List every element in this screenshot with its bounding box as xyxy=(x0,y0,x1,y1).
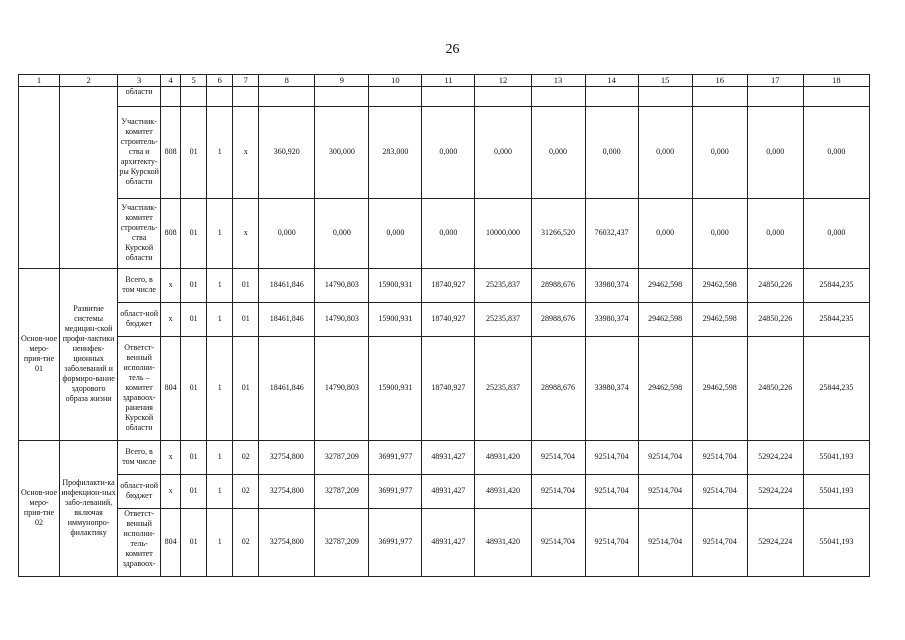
value-cell: 18740,927 xyxy=(422,302,475,336)
code-cell: 1 xyxy=(207,508,233,576)
code-cell: 1 xyxy=(207,302,233,336)
value-cell: 32754,800 xyxy=(259,508,315,576)
value-cell: 33980,374 xyxy=(585,336,638,440)
code-cell: 804 xyxy=(161,336,181,440)
value-cell: 0,000 xyxy=(315,198,369,268)
value-cell: 24850,226 xyxy=(747,336,803,440)
value-cell: 32787,209 xyxy=(315,474,369,508)
code-cell: 01 xyxy=(233,302,259,336)
value-cell: 25844,235 xyxy=(803,268,869,302)
value-cell: 25844,235 xyxy=(803,302,869,336)
code-cell: 808 xyxy=(161,106,181,198)
column-header-8: 8 xyxy=(259,75,315,87)
code-cell: 01 xyxy=(181,106,207,198)
value-cell xyxy=(803,86,869,106)
value-cell: 48931,427 xyxy=(422,474,475,508)
column-header-5: 5 xyxy=(181,75,207,87)
code-cell: 01 xyxy=(181,508,207,576)
value-cell: 29462,598 xyxy=(692,268,747,302)
value-cell: 92514,704 xyxy=(585,474,638,508)
value-cell: 29462,598 xyxy=(692,302,747,336)
code-cell xyxy=(233,86,259,106)
participant-cell: Всего, в том числе xyxy=(118,440,161,474)
value-cell: 25235,837 xyxy=(475,302,531,336)
code-cell: 1 xyxy=(207,474,233,508)
value-cell: 52924,224 xyxy=(747,440,803,474)
value-cell: 29462,598 xyxy=(692,336,747,440)
value-cell: 24850,226 xyxy=(747,302,803,336)
value-cell: 92514,704 xyxy=(585,508,638,576)
column-header-1: 1 xyxy=(19,75,60,87)
table-row xyxy=(19,106,870,198)
value-cell: 0,000 xyxy=(803,198,869,268)
value-cell: 29462,598 xyxy=(638,336,692,440)
code-cell xyxy=(181,86,207,106)
value-cell: 36991,977 xyxy=(369,508,422,576)
value-cell: 92514,704 xyxy=(692,440,747,474)
participant-cell: Участник-комитет строитель-ства и архитекту-ры Курской области xyxy=(118,106,161,198)
code-cell xyxy=(161,86,181,106)
code-cell: х xyxy=(233,198,259,268)
code-cell: 01 xyxy=(181,198,207,268)
participant-cell: област-ной бюджет xyxy=(118,474,161,508)
value-cell: 0,000 xyxy=(585,106,638,198)
column-header-17: 17 xyxy=(747,75,803,87)
value-cell: 14790,803 xyxy=(315,336,369,440)
value-cell: 92514,704 xyxy=(531,508,585,576)
code-cell: 02 xyxy=(233,474,259,508)
value-cell: 32754,800 xyxy=(259,440,315,474)
value-cell: 92514,704 xyxy=(692,474,747,508)
participant-cell: Всего, в том числе xyxy=(118,268,161,302)
column-header-11: 11 xyxy=(422,75,475,87)
value-cell: 92514,704 xyxy=(692,508,747,576)
code-cell: 01 xyxy=(181,268,207,302)
value-cell: 0,000 xyxy=(369,198,422,268)
value-cell: 76032,437 xyxy=(585,198,638,268)
value-cell: 55041,193 xyxy=(803,474,869,508)
value-cell: 92514,704 xyxy=(638,508,692,576)
value-cell: 283,000 xyxy=(369,106,422,198)
value-cell: 10000,000 xyxy=(475,198,531,268)
code-cell: 01 xyxy=(181,336,207,440)
code-cell: 1 xyxy=(207,268,233,302)
value-cell: 0,000 xyxy=(475,106,531,198)
value-cell: 25235,837 xyxy=(475,268,531,302)
value-cell: 36991,977 xyxy=(369,474,422,508)
code-cell: х xyxy=(161,268,181,302)
table-row xyxy=(19,336,870,440)
participant-cell: Ответст-венный исполни-тель – комитет здравоох-ранения Курской области xyxy=(118,336,161,440)
participant-cell: Участник-комитет строитель-ства Курской области xyxy=(118,198,161,268)
code-cell: х xyxy=(161,474,181,508)
value-cell: 0,000 xyxy=(747,106,803,198)
code-cell: 808 xyxy=(161,198,181,268)
code-cell: 01 xyxy=(181,302,207,336)
value-cell xyxy=(475,86,531,106)
column-header-3: 3 xyxy=(118,75,161,87)
value-cell: 0,000 xyxy=(692,106,747,198)
value-cell: 48931,420 xyxy=(475,474,531,508)
description-cell-blank xyxy=(60,86,118,268)
value-cell: 18461,846 xyxy=(259,268,315,302)
code-cell: х xyxy=(161,302,181,336)
measure-description: Профилакти-ка инфекцион-ных забо-леваний, включая иммунопро-филактику xyxy=(60,440,118,576)
column-header-16: 16 xyxy=(692,75,747,87)
code-cell xyxy=(207,86,233,106)
table-row xyxy=(19,440,870,474)
value-cell: 0,000 xyxy=(803,106,869,198)
value-cell xyxy=(747,86,803,106)
value-cell: 52924,224 xyxy=(747,508,803,576)
value-cell xyxy=(638,86,692,106)
value-cell: 0,000 xyxy=(638,106,692,198)
value-cell: 28988,676 xyxy=(531,268,585,302)
value-cell xyxy=(585,86,638,106)
value-cell: 14790,803 xyxy=(315,268,369,302)
value-cell: 25235,837 xyxy=(475,336,531,440)
value-cell: 0,000 xyxy=(747,198,803,268)
value-cell: 32787,209 xyxy=(315,508,369,576)
value-cell: 15900,931 xyxy=(369,336,422,440)
code-cell: 02 xyxy=(233,508,259,576)
code-cell: 01 xyxy=(181,474,207,508)
code-cell: 1 xyxy=(207,336,233,440)
value-cell: 48931,427 xyxy=(422,440,475,474)
value-cell: 14790,803 xyxy=(315,302,369,336)
value-cell xyxy=(369,86,422,106)
table-row xyxy=(19,198,870,268)
column-header-7: 7 xyxy=(233,75,259,87)
value-cell: 18461,846 xyxy=(259,302,315,336)
column-header-12: 12 xyxy=(475,75,531,87)
value-cell: 92514,704 xyxy=(531,440,585,474)
measure-name: Основ-ное меро-прия-тие 01 xyxy=(19,268,60,440)
code-cell: 02 xyxy=(233,440,259,474)
value-cell: 24850,226 xyxy=(747,268,803,302)
value-cell: 92514,704 xyxy=(585,440,638,474)
page-number: 26 xyxy=(445,42,460,57)
measure-name: Основ-ное меро-прия-тие 02 xyxy=(19,440,60,576)
value-cell: 31266,520 xyxy=(531,198,585,268)
value-cell: 360,920 xyxy=(259,106,315,198)
value-cell: 300,000 xyxy=(315,106,369,198)
column-header-2: 2 xyxy=(60,75,118,87)
budget-table xyxy=(18,74,870,577)
value-cell: 28988,676 xyxy=(531,336,585,440)
value-cell xyxy=(422,86,475,106)
value-cell: 0,000 xyxy=(259,198,315,268)
column-header-18: 18 xyxy=(803,75,869,87)
value-cell: 0,000 xyxy=(692,198,747,268)
value-cell: 15900,931 xyxy=(369,302,422,336)
measure-cell-blank xyxy=(19,86,60,268)
value-cell: 15900,931 xyxy=(369,268,422,302)
value-cell: 48931,420 xyxy=(475,440,531,474)
column-header-15: 15 xyxy=(638,75,692,87)
value-cell: 33980,374 xyxy=(585,268,638,302)
value-cell xyxy=(531,86,585,106)
value-cell: 32754,800 xyxy=(259,474,315,508)
value-cell: 36991,977 xyxy=(369,440,422,474)
code-cell: х xyxy=(233,106,259,198)
value-cell xyxy=(315,86,369,106)
value-cell xyxy=(259,86,315,106)
value-cell: 92514,704 xyxy=(638,440,692,474)
value-cell: 0,000 xyxy=(531,106,585,198)
measure-description: Развитие системы медицин-ской профи-лактики неинфек-ционных заболеваний и формиро-вание здорового образа жизни xyxy=(60,268,118,440)
column-header-14: 14 xyxy=(585,75,638,87)
code-cell: х xyxy=(161,440,181,474)
value-cell: 25844,235 xyxy=(803,336,869,440)
column-header-6: 6 xyxy=(207,75,233,87)
code-cell: 1 xyxy=(207,440,233,474)
code-cell: 804 xyxy=(161,508,181,576)
value-cell: 55041,193 xyxy=(803,508,869,576)
code-cell: 01 xyxy=(233,268,259,302)
value-cell: 29462,598 xyxy=(638,302,692,336)
table-row xyxy=(19,86,870,106)
value-cell: 18461,846 xyxy=(259,336,315,440)
code-cell: 01 xyxy=(181,440,207,474)
code-cell: 1 xyxy=(207,198,233,268)
value-cell: 18740,927 xyxy=(422,336,475,440)
value-cell: 33980,374 xyxy=(585,302,638,336)
participant-cell: област-ной бюджет xyxy=(118,302,161,336)
value-cell: 29462,598 xyxy=(638,268,692,302)
table-row xyxy=(19,268,870,302)
column-header-10: 10 xyxy=(369,75,422,87)
value-cell: 0,000 xyxy=(422,106,475,198)
value-cell: 92514,704 xyxy=(638,474,692,508)
value-cell: 0,000 xyxy=(638,198,692,268)
value-cell: 48931,420 xyxy=(475,508,531,576)
header-row xyxy=(19,75,870,87)
value-cell: 55041,193 xyxy=(803,440,869,474)
value-cell: 0,000 xyxy=(422,198,475,268)
table-row xyxy=(19,474,870,508)
participant-cell: области xyxy=(118,86,161,106)
column-header-13: 13 xyxy=(531,75,585,87)
value-cell: 32787,209 xyxy=(315,440,369,474)
code-cell: 01 xyxy=(233,336,259,440)
code-cell: 1 xyxy=(207,106,233,198)
value-cell: 28988,676 xyxy=(531,302,585,336)
column-header-9: 9 xyxy=(315,75,369,87)
value-cell: 52924,224 xyxy=(747,474,803,508)
table-row xyxy=(19,302,870,336)
participant-cell: Ответст-венный исполни-тель-комитет здравоох- xyxy=(118,508,161,576)
value-cell: 48931,427 xyxy=(422,508,475,576)
column-header-4: 4 xyxy=(161,75,181,87)
value-cell: 92514,704 xyxy=(531,474,585,508)
value-cell xyxy=(692,86,747,106)
table-row xyxy=(19,508,870,576)
value-cell: 18740,927 xyxy=(422,268,475,302)
